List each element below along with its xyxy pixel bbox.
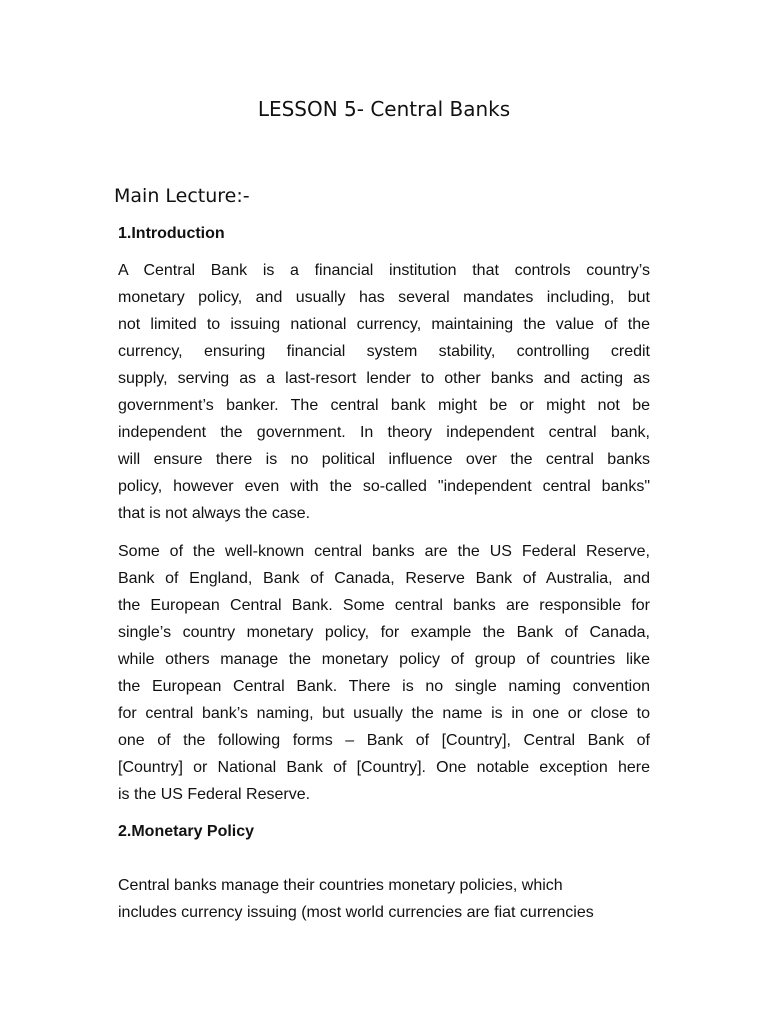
text-line: that is not always the case. [118, 505, 311, 522]
lecture-subheading: Main Lecture:- [114, 185, 250, 207]
section-heading-introduction: 1.Introduction [118, 225, 225, 242]
text-line: will ensure there is no political influence over the central banks [118, 451, 650, 468]
text-line: the European Central Bank. Some central banks are responsible for [118, 597, 650, 614]
text-line: single’s country monetary policy, for example the Bank of Canada, [118, 624, 650, 641]
text-line: includes currency issuing (most world currencies are fiat currencies [118, 904, 594, 921]
page-title: LESSON 5- Central Banks [257, 97, 511, 121]
section-heading-monetary-policy: 2.Monetary Policy [118, 823, 255, 840]
text-line: while others manage the monetary policy of group of countries like [118, 651, 650, 668]
text-line: Some of the well-known central banks are the US Federal Reserve, [118, 543, 650, 560]
text-line: currency, ensuring financial system stability, controlling credit [118, 343, 650, 360]
text-line: one of the following forms – Bank of [Country], Central Bank of [118, 732, 650, 749]
text-line: supply, serving as a last-resort lender to other banks and acting as [118, 370, 650, 387]
text-line: policy, however even with the so-called "independent central banks" [118, 478, 650, 495]
monetary-policy-paragraph [118, 872, 650, 926]
text-line: for central bank’s naming, but usually the name is in one or close to [118, 705, 650, 722]
text-line: is the US Federal Reserve. [118, 786, 311, 803]
text-line: Central banks manage their countries monetary policies, which [118, 877, 563, 894]
text-line: not limited to issuing national currency, maintaining the value of the [118, 316, 650, 333]
introduction-paragraph-2 [118, 538, 650, 808]
text-line: government’s banker. The central bank might be or might not be [118, 397, 650, 414]
introduction-paragraph-1 [118, 257, 650, 527]
text-line: monetary policy, and usually has several mandates including, but [118, 289, 650, 306]
text-line: [Country] or National Bank of [Country]. One notable exception here [118, 759, 650, 776]
text-line: Bank of England, Bank of Canada, Reserve Bank of Australia, and [118, 570, 650, 587]
text-line: A Central Bank is a financial institution that controls country’s [118, 262, 650, 279]
text-line: the European Central Bank. There is no single naming convention [118, 678, 650, 695]
text-line: independent the government. In theory independent central bank, [118, 424, 650, 441]
